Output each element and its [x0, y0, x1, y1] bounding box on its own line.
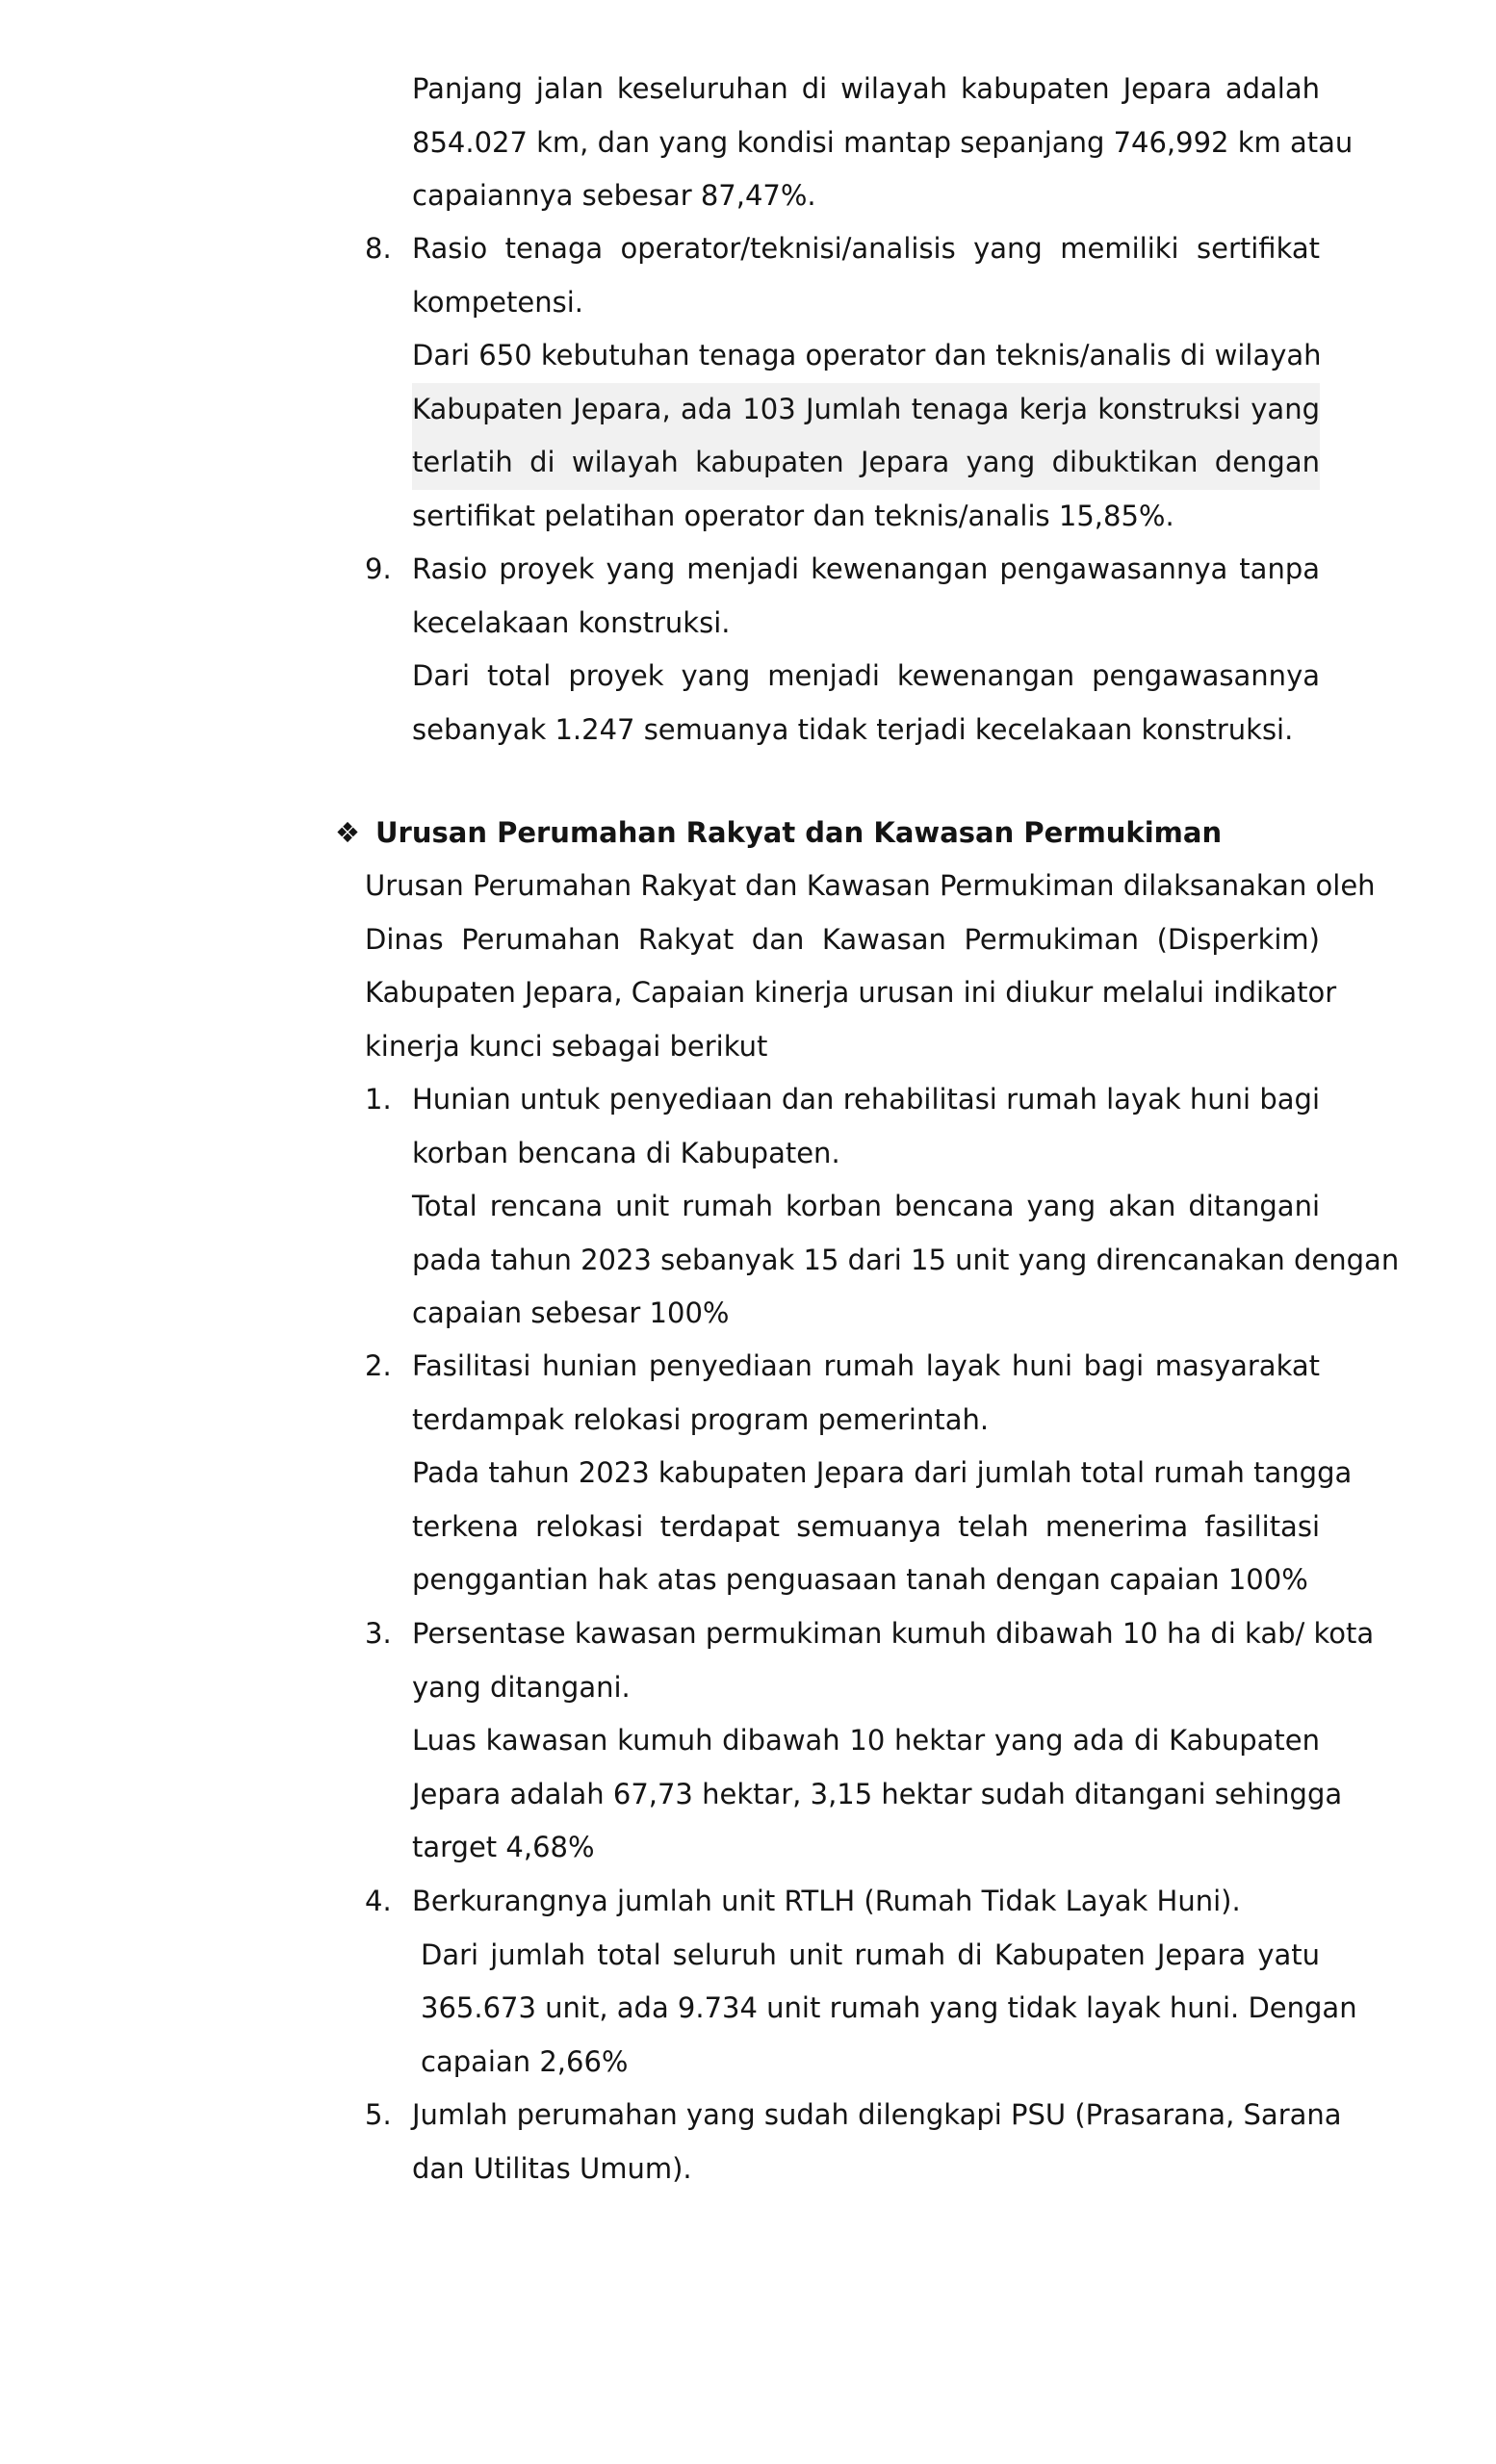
text-line: capaiannya sebesar 87,47%.	[412, 179, 816, 212]
item-desc-line: target 4,68%	[412, 1831, 595, 1863]
item-desc-line: capaian sebesar 100%	[412, 1296, 730, 1329]
item-desc-line: Dari total proyek yang menjadi kewenangan pengawasannya	[412, 659, 1320, 692]
item-title-line: Hunian untuk penyediaan dan rehabilitasi rumah layak huni bagi	[412, 1083, 1320, 1116]
item-desc-line: 365.673 unit, ada 9.734 unit rumah yang tidak layak huni. Dengan	[421, 1991, 1357, 2024]
item-title-line: kecelakaan konstruksi.	[412, 605, 731, 639]
list-item	[412, 1340, 1353, 1607]
item-title-line: Jumlah perumahan yang sudah dilengkapi PSU (Prasarana, Sarana	[412, 2098, 1342, 2131]
list-item	[412, 2089, 1342, 2195]
item-desc-line: Kabupaten Jepara, ada 103 Jumlah tenaga kerja konstruksi yang	[412, 383, 1320, 437]
section-heading	[335, 807, 1222, 860]
item-title-line: terdampak relokasi program pemerintah.	[412, 1402, 990, 1436]
text-line: Urusan Perumahan Rakyat dan Kawasan Permukiman dilaksanakan oleh	[365, 869, 1376, 902]
item-8	[412, 222, 1320, 543]
list-number: 5.	[365, 2098, 392, 2131]
list-number: 9.	[365, 552, 392, 585]
section-intro	[365, 860, 1376, 1073]
list-number: 4.	[365, 1885, 392, 1917]
item-title-line: Rasio proyek yang menjadi kewenangan pengawasannya tanpa	[412, 552, 1320, 585]
item-title-line: dan Utilitas Umum).	[412, 2151, 692, 2185]
item-title-line: yang ditangani.	[412, 1670, 631, 1704]
list-item	[412, 1875, 1320, 1929]
item-desc-line: capaian 2,66%	[421, 2044, 629, 2078]
item-desc-line: terkena relokasi terdapat semuanya telah menerima fasilitasi	[412, 1509, 1320, 1543]
list-item	[412, 1073, 1400, 1341]
text-line: Dinas Perumahan Rakyat dan Kawasan Permukiman (Disperkim)	[365, 922, 1320, 956]
item-desc-line: penggantian hak atas penguasaan tanah dengan capaian 100%	[412, 1563, 1308, 1596]
item-title-line: Persentase kawasan permukiman kumuh dibawah 10 ha di kab/ kota	[412, 1617, 1375, 1650]
item-9	[412, 543, 1320, 757]
text-line: Panjang jalan keseluruhan di wilayah kabupaten Jepara adalah	[412, 72, 1320, 105]
item-title-line: korban bencana di Kabupaten.	[412, 1136, 840, 1169]
item-desc-line: Jepara adalah 67,73 hektar, 3,15 hektar sudah ditangani sehingga	[412, 1777, 1343, 1810]
item-desc-line: sertifikat pelatihan operator dan teknis/analis 15,85%.	[412, 499, 1174, 532]
section-heading-text: Urusan Perumahan Rakyat dan Kawasan Permukiman	[375, 816, 1223, 849]
item-desc-line: Total rencana unit rumah korban bencana yang akan ditangani	[412, 1190, 1320, 1222]
text-line: kinerja kunci sebagai berikut	[365, 1029, 768, 1063]
list-number: 8.	[365, 232, 392, 265]
road-paragraph	[412, 63, 1354, 223]
list-number: 2.	[365, 1349, 392, 1382]
item-title-line: kompetensi.	[412, 285, 583, 319]
list-number: 3.	[365, 1617, 392, 1650]
list-number: 1.	[365, 1083, 392, 1116]
item-desc-line: pada tahun 2023 sebanyak 15 dari 15 unit yang direncanakan dengan	[412, 1243, 1400, 1276]
item-title-line: Rasio tenaga operator/teknisi/analisis yang memiliki sertifikat	[412, 232, 1320, 265]
item-desc-line: Dari 650 kebutuhan tenaga operator dan teknis/analis di wilayah	[412, 339, 1322, 372]
item-desc-line: Luas kawasan kumuh dibawah 10 hektar yang ada di Kabupaten	[412, 1724, 1320, 1757]
list-item-desc	[421, 1929, 1357, 2090]
item-desc-line: Pada tahun 2023 kabupaten Jepara dari jumlah total rumah tangga	[412, 1456, 1353, 1489]
item-desc-line: Dari jumlah total seluruh unit rumah di Kabupaten Jepara yatu	[421, 1938, 1320, 1971]
item-desc-line: sebanyak 1.247 semuanya tidak terjadi kecelakaan konstruksi.	[412, 712, 1294, 746]
list-item	[412, 1607, 1375, 1875]
item-title-line: Fasilitasi hunian penyediaan rumah layak huni bagi masyarakat	[412, 1349, 1320, 1382]
item-desc-line: terlatih di wilayah kabupaten Jepara yang dibuktikan dengan	[412, 436, 1320, 490]
item-title-line: Berkurangnya jumlah unit RTLH (Rumah Tidak Layak Huni).	[412, 1885, 1241, 1917]
text-line: 854.027 km, dan yang kondisi mantap sepanjang 746,992 km atau	[412, 125, 1354, 159]
text-line: Kabupaten Jepara, Capaian kinerja urusan ini diukur melalui indikator	[365, 976, 1337, 1009]
diamond-bullet-icon: ❖	[335, 816, 360, 849]
